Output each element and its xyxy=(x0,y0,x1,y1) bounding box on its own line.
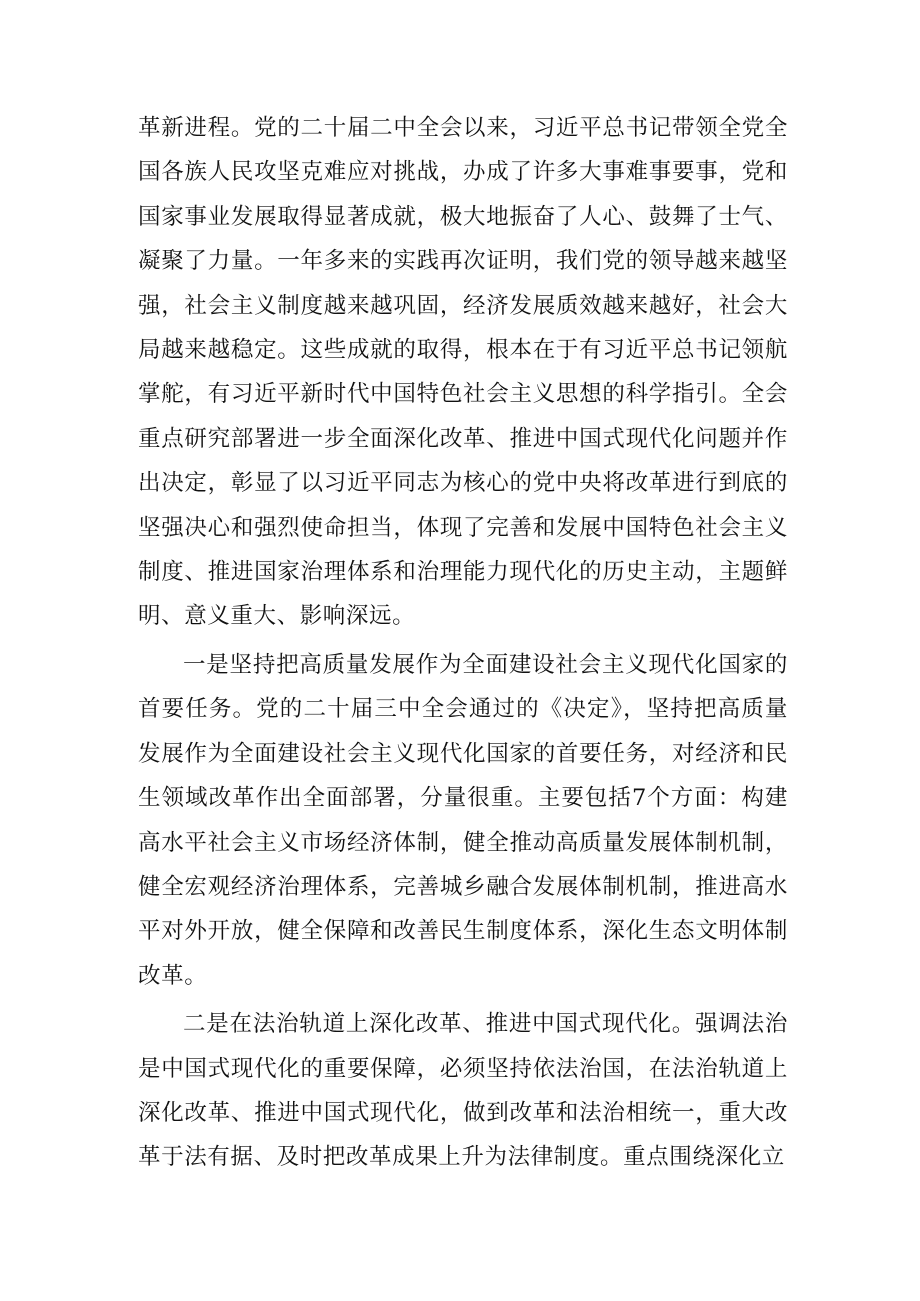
document-body xyxy=(138,106,788,1180)
paragraph-rule-of-law: 二是在法治轨道上深化改革、推进中国式现代化。强调法治是中国式现代化的重要保障，必须坚持依法治国，在法治轨道上深化改革、推进中国式现代化，做到改革和法治相统一，重大改革于法有据、及时把改革成果上升为法律制度。重点围绕深化立 xyxy=(138,1011,788,1171)
paragraph-high-quality-development: 一是坚持把高质量发展作为全面建设社会主义现代化国家的首要任务。党的二十届三中全会通过的《决定》，坚持把高质量发展作为全面建设社会主义现代化国家的首要任务，对经济和民生领域改革作出全面部署，分量很重。主要包括7个方面：构建高水平社会主义市场经济体制，健全推动高质量发展体制机制，健全宏观经济治理体系，完善城乡融合发展体制机制，推进高水平对外开放，健全保障和改善民生制度体系，深化生态文明体制改革。 xyxy=(138,651,788,989)
paragraph-continuation: 革新进程。党的二十届二中全会以来，习近平总书记带领全党全国各族人民攻坚克难应对挑战，办成了许多大事难事要事，党和国家事业发展取得显著成就，极大地振奋了人心、鼓舞了士气、凝聚了力量。一年多来的实践再次证明，我们党的领导越来越坚强，社会主义制度越来越巩固，经济发展质效越来越好，社会大局越来越稳定。这些成就的取得，根本在于有习近平总书记领航掌舵，有习近平新时代中国特色社会主义思想的科学指引。全会重点研究部署进一步全面深化改革、推进中国式现代化问题并作出决定，彰显了以习近平同志为核心的党中央将改革进行到底的坚强决心和强烈使命担当，体现了完善和发展中国特色社会主义制度、推进国家治理体系和治理能力现代化的历史主动，主题鲜明、意义重大、影响深远。 xyxy=(138,115,788,630)
